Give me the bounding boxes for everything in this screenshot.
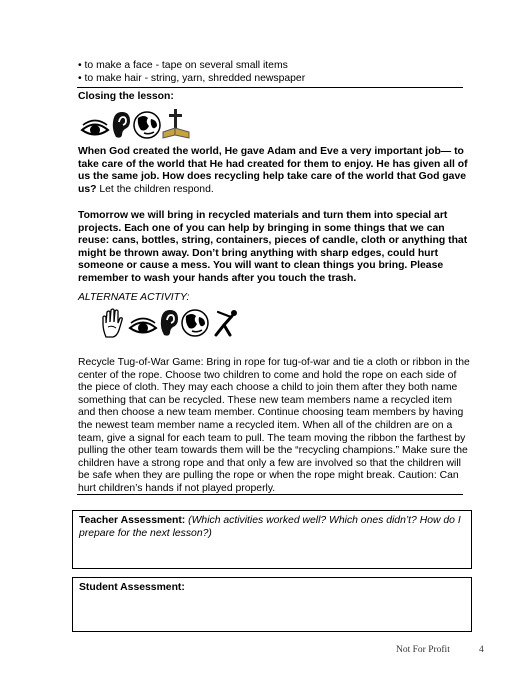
teacher-assessment-label: Teacher Assessment: [79, 515, 186, 526]
eye-icon [80, 118, 110, 140]
globe-icon [132, 110, 162, 140]
section-divider-top [77, 87, 463, 88]
footer-note: Not For Profit [396, 645, 450, 655]
student-assessment-label: Student Assessment: [79, 582, 185, 593]
closing-paragraph-2: Tomorrow we will bring in recycled materials and turn them into special art projects. Each one of you can help by bringing in some things that we can reuse: cans, bottles, string, containers, pieces of candle, cloth or anything that might be thrown away. Don’t bring anything with sharp edges, could hurt someone or cause a mess. You will want to clean things you bring. Please remember to wash your hands after you touch the trash. [78, 210, 468, 284]
closing-icons [80, 108, 190, 140]
alternate-activity-paragraph: Recycle Tug-of-War Game: Bring in rope for tug-of-war and tie a cloth or ribbon in the center of the rope. Choose two children to come and hold the rope on each side of the piece of cloth. They may each choose a child to join them after they both name something that can be recycled. These new team members name a recycled item and then choose a new team member. Continue choosing team members by having the newest team member name a recycled item. When all of the children are on a team, give a signal for each team to pull. The team moving the ribbon the farthest by pulling the other team towards them will be the “recycling champions.” Make sure the children have a strong rope and that only a few are involved so that the children will be safe when they are pulling the rope or when the rope might break. Caution: Can hurt children’s hands if not played properly. [78, 357, 470, 494]
bible-cross-icon [162, 108, 190, 140]
closing-paragraph-1-plain: Let the children respond. [96, 183, 214, 195]
ear-icon [158, 308, 180, 338]
stretching-figure-icon [210, 308, 240, 338]
alternate-activity-heading: ALTERNATE ACTIVITY: [78, 292, 190, 303]
materials-bullet-list [78, 60, 468, 85]
bullet-hair: • to make hair - string, yarn, shredded newspaper [78, 72, 306, 84]
teacher-assessment-box[interactable] [72, 510, 472, 569]
teacher-assessment-prompt: (Which activities worked well? Which ones didn’t? How do I prepare for the next lesson?) [79, 515, 461, 539]
section-divider-bottom [77, 494, 463, 495]
closing-paragraph-1-bold: When God created the world, He gave Adam and Eve a very important job— to take care of the world that He had created for them to enjoy. He has given all of us the same job. How does recycling help take care of the world that God gave us? [78, 146, 468, 195]
page-number: 4 [479, 645, 484, 655]
alternate-icons [100, 308, 240, 338]
closing-paragraph-1 [78, 146, 470, 196]
globe-icon [180, 308, 210, 338]
ear-icon [110, 110, 132, 140]
bullet-face: • to make a face - tape on several small items [78, 60, 288, 71]
eye-icon [128, 316, 158, 338]
hand-icon [100, 308, 126, 338]
closing-heading: Closing the lesson: [78, 91, 174, 102]
student-assessment-box[interactable] [72, 577, 472, 632]
